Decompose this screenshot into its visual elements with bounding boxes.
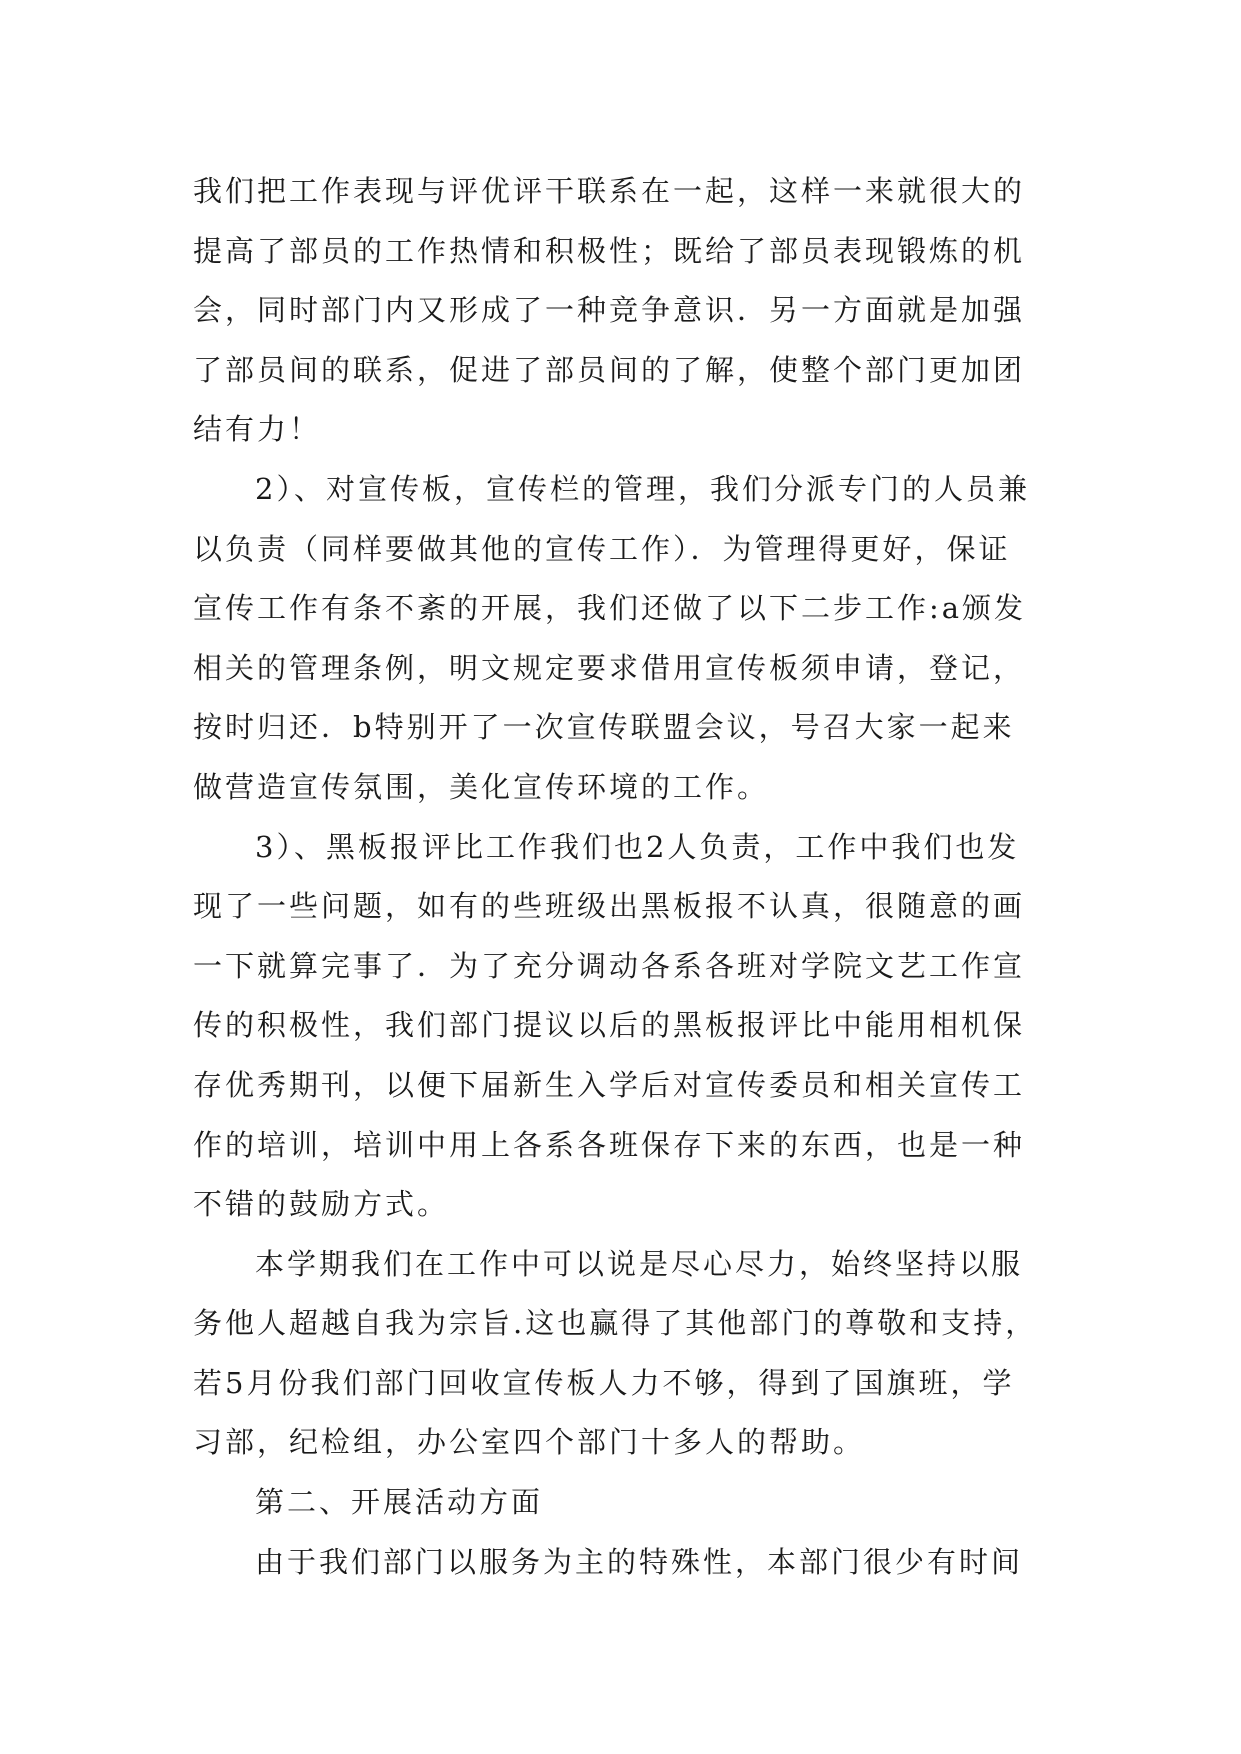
text-line: 第二、开展活动方面: [255, 1485, 544, 1520]
text-line: 提高了部员的工作热情和积极性；既给了部员表现锻炼的机: [193, 233, 1026, 268]
text-line: 3）、黑板报评比工作我们也2人负责，工作中我们也发: [255, 829, 1020, 864]
text-line: 了部员间的联系，促进了部员间的了解，使整个部门更加团: [193, 352, 1026, 387]
text-line: 由于我们部门以服务为主的特殊性，本部门很少有时间: [255, 1544, 1024, 1579]
text-line: 结有力！: [193, 412, 322, 447]
text-line: 会，同时部门内又形成了一种竞争意识．另一方面就是加强: [193, 293, 1026, 328]
document-body: [193, 162, 1073, 1592]
text-line: 做营造宣传氛围，美化宣传环境的工作。: [193, 769, 770, 804]
text-line: 2）、对宣传板，宣传栏的管理，我们分派专门的人员兼: [255, 471, 1030, 506]
text-line: 存优秀期刊，以便下届新生入学后对宣传委员和相关宣传工: [193, 1067, 1026, 1102]
text-line: 宣传工作有条不紊的开展，我们还做了以下二步工作:a颁发: [193, 591, 1027, 626]
text-line: 现了一些问题，如有的些班级出黑板报不认真，很随意的画: [193, 889, 1026, 924]
text-line: 本学期我们在工作中可以说是尽心尽力，始终坚持以服: [255, 1246, 1024, 1281]
text-line: 以负责（同样要做其他的宣传工作）．为管理得更好，保证: [193, 531, 1011, 566]
text-line: 相关的管理条例，明文规定要求借用宣传板须申请，登记，: [193, 650, 1026, 685]
text-line: 若5月份我们部门回收宣传板人力不够，得到了国旗班，学: [193, 1365, 1015, 1400]
text-line: 作的培训，培训中用上各系各班保存下来的东西，也是一种: [193, 1127, 1026, 1162]
text-line: 一下就算完事了．为了充分调动各系各班对学院文艺工作宣: [193, 948, 1026, 983]
text-line: 我们把工作表现与评优评干联系在一起，这样一来就很大的: [193, 174, 1026, 208]
text-line: 习部，纪检组，办公室四个部门十多人的帮助。: [193, 1425, 866, 1460]
text-line: 不错的鼓励方式。: [193, 1187, 450, 1222]
text-line: 传的积极性，我们部门提议以后的黑板报评比中能用相机保: [193, 1008, 1026, 1043]
text-line: 务他人超越自我为宗旨.这也赢得了其他部门的尊敬和支持，: [193, 1306, 1038, 1341]
text-line: 按时归还．b特别开了一次宣传联盟会议，号召大家一起来: [193, 710, 1015, 745]
